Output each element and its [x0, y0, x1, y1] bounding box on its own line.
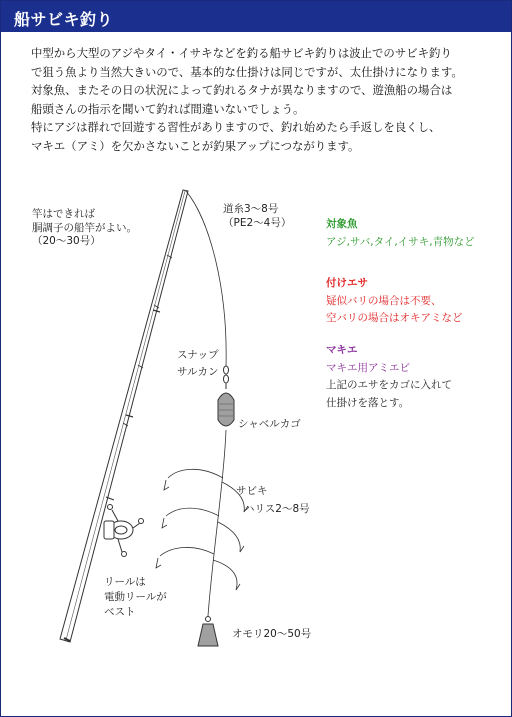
bait-text: 疑似バリの場合は不要、 — [326, 294, 442, 307]
intro-line: 対象魚、またその日の状況によって釣れるタナが異なりますので、遊漁船の場合は — [31, 83, 453, 98]
sabiki-branches — [156, 469, 248, 590]
target-fish-heading: 対象魚 — [326, 218, 358, 230]
chum-subheading: マキエ用アミエビ — [326, 361, 410, 374]
intro-line: 船頭さんの指示を聞いて釣れば間違いないでしょう。 — [31, 101, 305, 116]
trunk-line — [208, 430, 226, 616]
reel-label: リールは 電動リールが ベスト — [104, 576, 167, 618]
intro-line: で狙う魚より当然大きいので、基本的な仕掛けは同じですが、太仕掛けになります。 — [31, 64, 463, 79]
target-fish-info — [326, 216, 475, 251]
shovel-basket-icon — [218, 393, 234, 426]
intro-line: 中型から大型のアジやタイ・イサキなどを釣る船サビキ釣りは波止でのサビキ釣り — [31, 46, 452, 60]
snap-swivel-label: スナップ サルカン — [177, 349, 219, 378]
page-title: 船サビキ釣り — [14, 10, 114, 29]
target-fish-text: アジ,サバ,タイ,イサキ,青物など — [326, 235, 475, 248]
main-line-label: 道糸3〜8号 （PE2〜4号） — [223, 203, 292, 229]
main-line — [186, 191, 226, 366]
sabiki-label: サビキ ハリス2〜8号 — [236, 485, 310, 515]
bait-heading: 付けエサ — [326, 277, 368, 289]
chum-heading: マキエ — [326, 344, 358, 356]
intro-line: 特にアジは群れで回遊する習性がありますので、釣れ始めたら手返しを良くし、 — [31, 120, 441, 135]
snap-swivel — [224, 366, 229, 389]
chum-text: 上記のエサをカゴに入れて — [326, 379, 452, 391]
chum-text: 仕掛けを落とす。 — [326, 396, 410, 409]
reel-icon — [104, 505, 144, 557]
bait-info — [326, 275, 463, 328]
chum-info — [326, 342, 452, 412]
sinker-icon — [198, 617, 218, 647]
rod-label: 竿はできれば 胴調子の船竿がよい。 （20〜30号） — [32, 208, 137, 247]
bait-text: 空バリの場合はオキアミなど — [326, 312, 463, 324]
basket-label: シャベルカゴ — [238, 418, 301, 430]
intro-line: マキエ（アミ）を欠かさないことが釣果アップにつながります。 — [31, 138, 360, 153]
sinker-label: オモリ20〜50号 — [232, 628, 312, 640]
